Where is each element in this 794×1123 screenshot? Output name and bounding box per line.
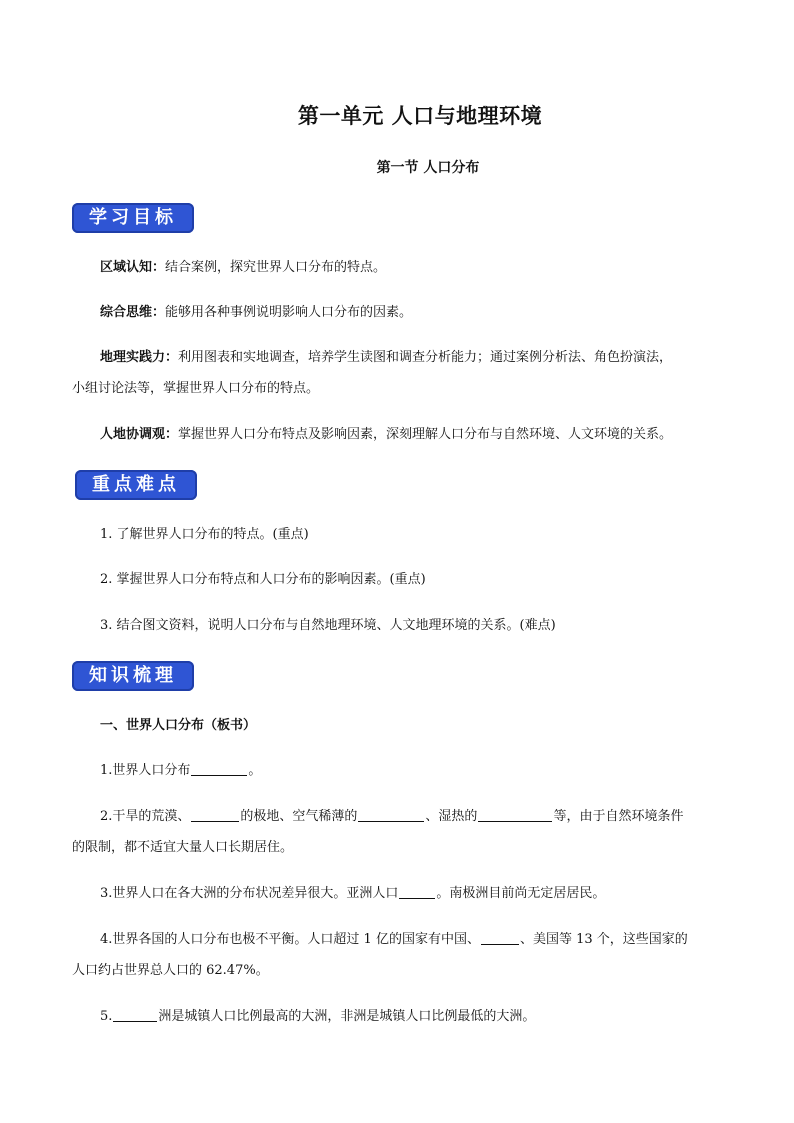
question-text: 。南极洲目前尚无定居居民。 — [436, 886, 606, 901]
question-text: 洲是城镇人口比例最高的大洲，非洲是城镇人口比例最低的大洲。 — [158, 1009, 536, 1024]
objective-practice — [100, 350, 672, 366]
knowledge-badge: 知识梳理 — [72, 661, 194, 691]
answer-blank[interactable] — [113, 1009, 157, 1022]
objective-text: 掌握世界人口分布特点及影响因素，深刻理解人口分布与自然环境、人文环境的关系。 — [178, 427, 673, 442]
objectives-badge: 学习目标 — [72, 203, 194, 233]
question-text: 。 — [248, 763, 262, 778]
question-4-cont: 人口约占世界总人口的 62.47%。 — [72, 963, 269, 978]
answer-blank[interactable] — [191, 763, 247, 776]
question-5 — [100, 1009, 535, 1025]
question-2-cont: 的限制，都不适宜大量人口长期居住。 — [72, 840, 294, 855]
objective-label: 综合思维： — [100, 305, 166, 320]
objective-integrated — [100, 305, 412, 321]
question-text: 的极地、空气稀薄的 — [240, 809, 358, 824]
objective-label: 地理实践力： — [100, 350, 179, 365]
knowledge-section-heading: 一、世界人口分布（板书） — [100, 718, 257, 733]
question-text: 、湿热的 — [425, 809, 478, 824]
answer-blank[interactable] — [358, 809, 424, 822]
objective-text: 利用图表和实地调查，培养学生读图和调查分析能力；通过案例分析法、角色扮演法， — [178, 350, 673, 365]
section-subtitle: 第一节 人口分布 — [376, 160, 480, 176]
keypoints-badge: 重点难点 — [75, 470, 197, 500]
question-text: 、美国等 13 个，这些国家的 — [519, 932, 688, 947]
question-4 — [100, 932, 688, 948]
keypoint-item: 1. 了解世界人口分布的特点。(重点) — [100, 527, 309, 542]
question-1 — [100, 763, 261, 779]
answer-blank[interactable] — [478, 809, 552, 822]
answer-blank[interactable] — [481, 932, 519, 945]
question-text: 3.世界人口在各大洲的分布状况差异很大。亚洲人口 — [100, 886, 399, 901]
objective-text: 结合案例，探究世界人口分布的特点。 — [165, 260, 387, 275]
answer-blank[interactable] — [399, 886, 435, 899]
answer-blank[interactable] — [191, 809, 239, 822]
objective-regional — [100, 260, 386, 276]
objective-label: 人地协调观： — [100, 427, 179, 442]
objective-label: 区域认知： — [100, 260, 166, 275]
objective-harmony — [100, 427, 672, 443]
question-text: 2.干旱的荒漠、 — [100, 809, 191, 824]
question-text: 4.世界各国的人口分布也极不平衡。人口超过 1 亿的国家有中国、 — [100, 932, 480, 947]
keypoint-item: 3. 结合图文资料，说明人口分布与自然地理环境、人文地理环境的关系。(难点) — [100, 618, 556, 633]
page-title: 第一单元 人口与地理环境 — [297, 103, 543, 128]
question-2 — [100, 809, 683, 825]
question-text: 5. — [100, 1009, 113, 1024]
question-text: 等，由于自然环境条件 — [553, 809, 684, 824]
objective-text: 能够用各种事例说明影响人口分布的因素。 — [165, 305, 413, 320]
keypoint-item: 2. 掌握世界人口分布特点和人口分布的影响因素。(重点) — [100, 572, 426, 587]
question-3 — [100, 886, 605, 902]
question-text: 1.世界人口分布 — [100, 763, 191, 778]
objective-practice-cont: 小组讨论法等，掌握世界人口分布的特点。 — [72, 381, 320, 396]
